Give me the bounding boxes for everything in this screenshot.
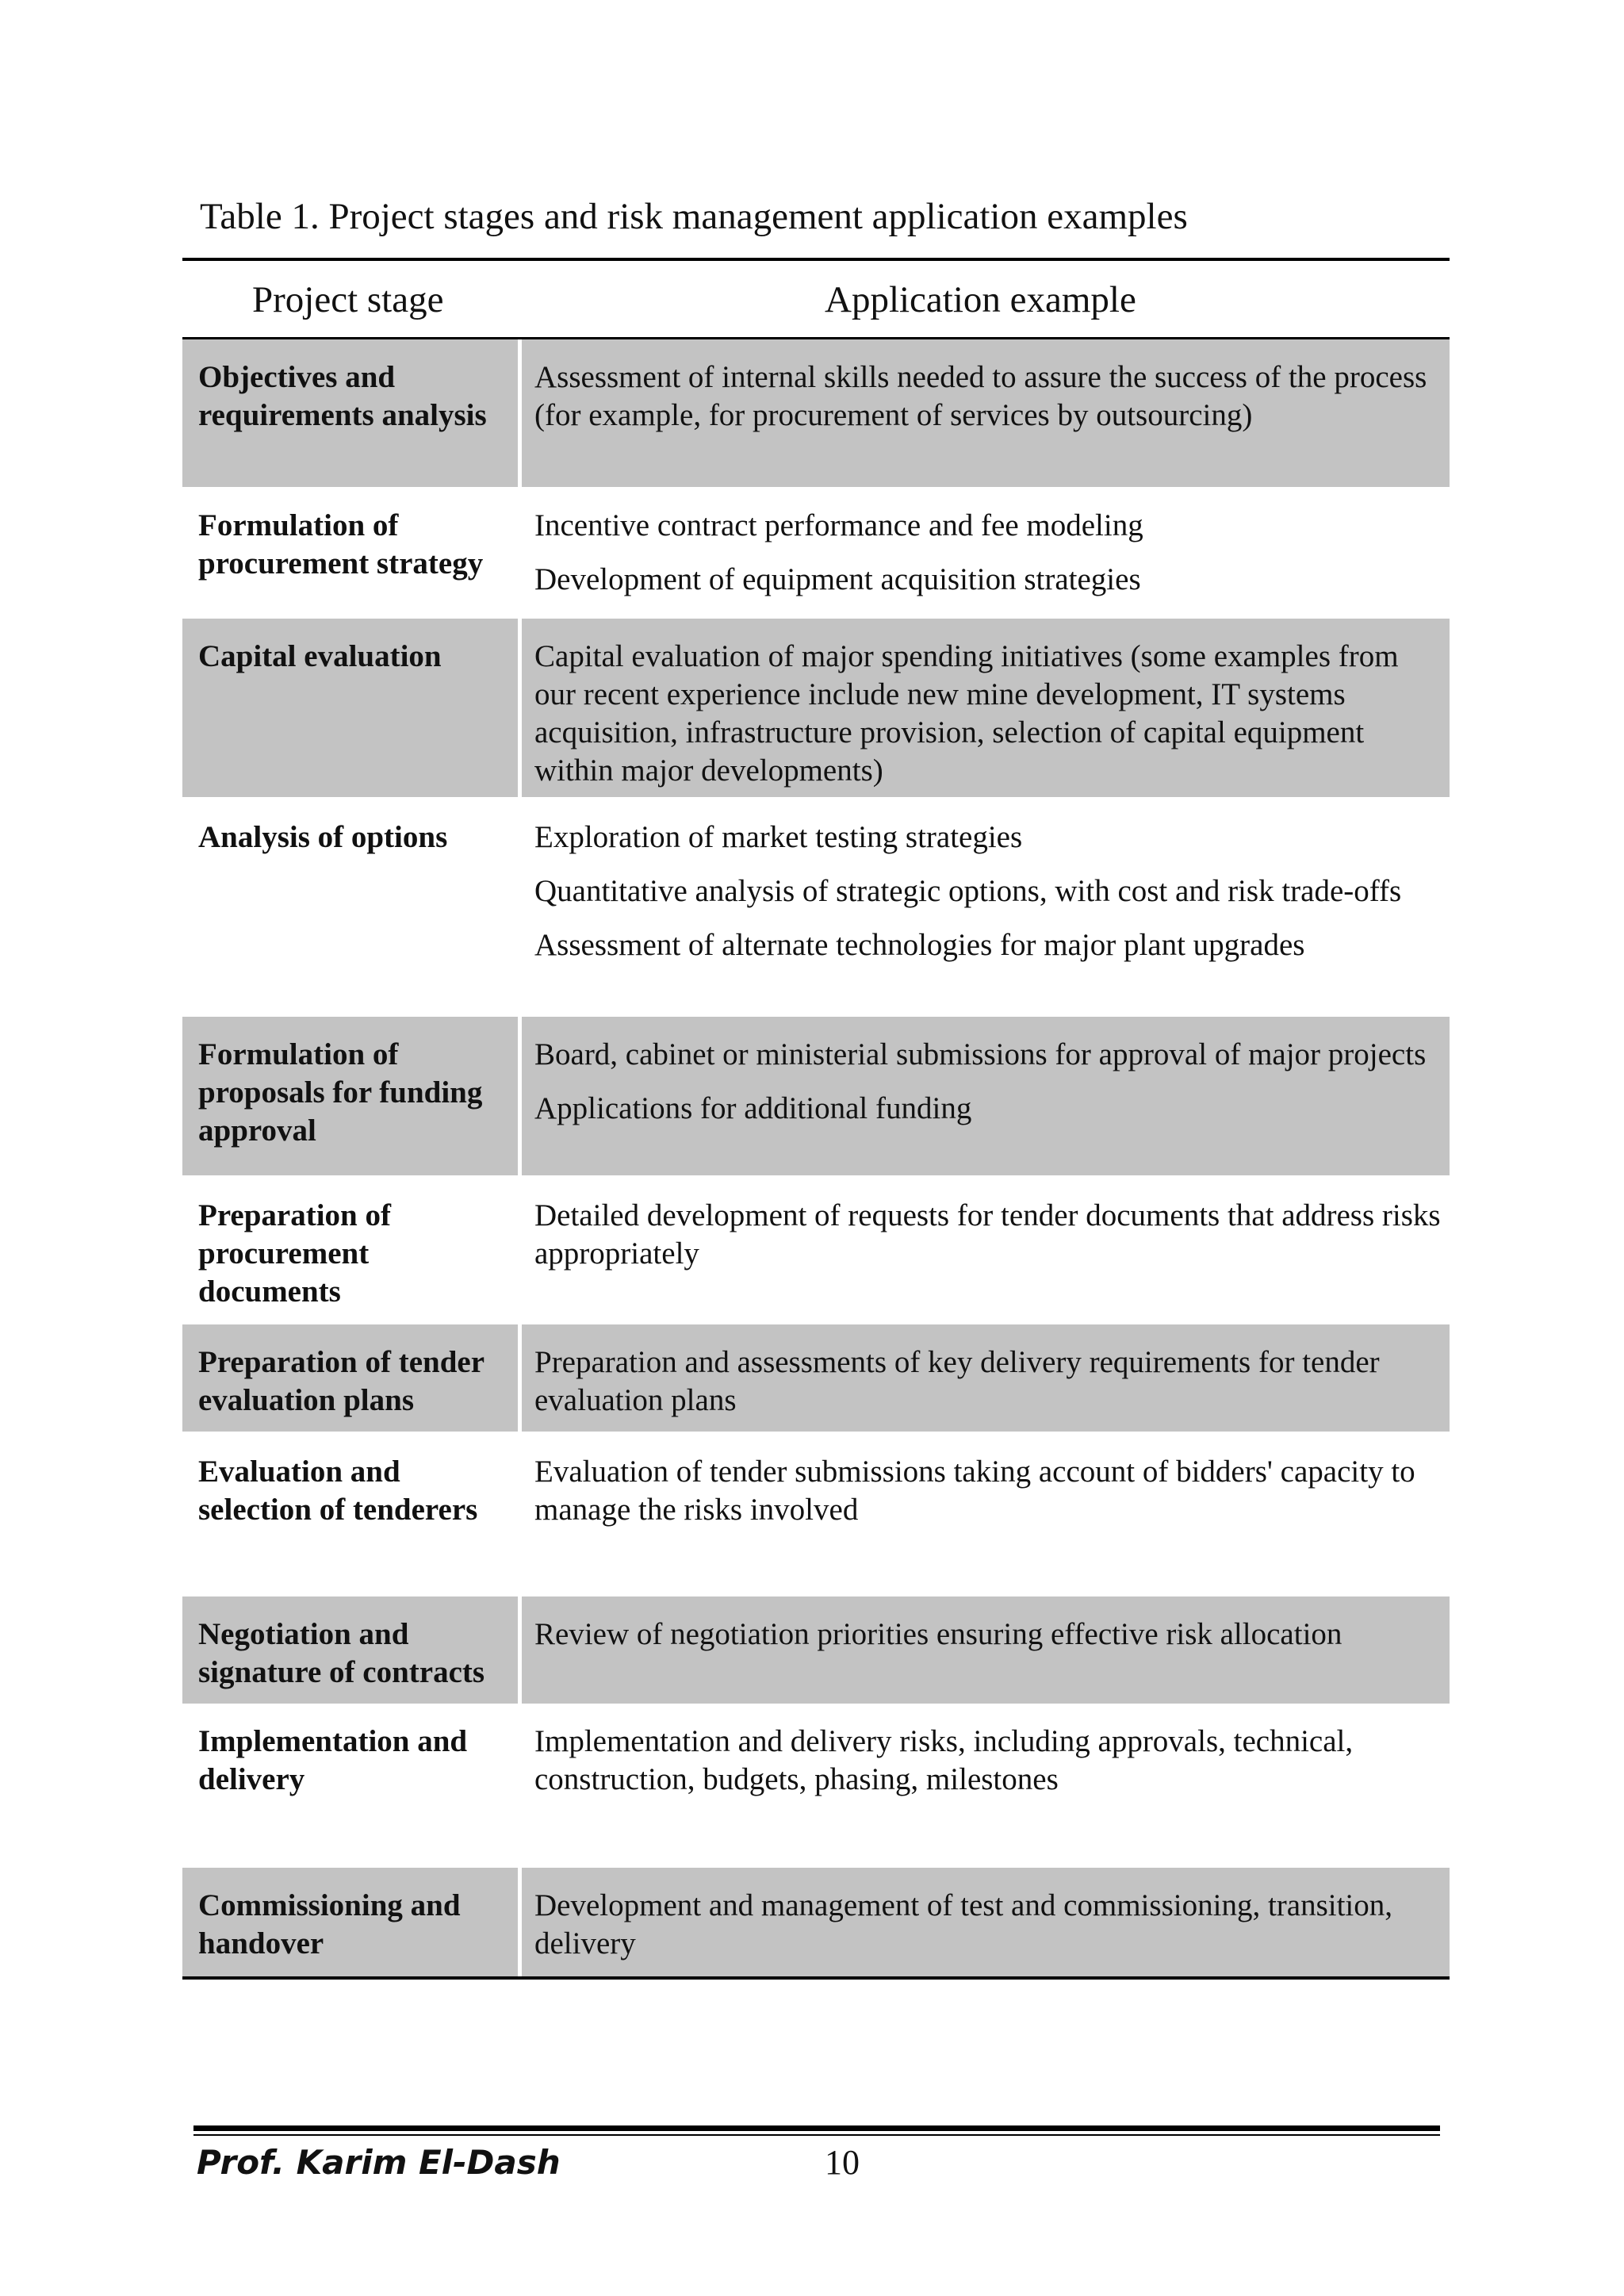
table-row xyxy=(182,339,1450,487)
application-example: Incentive contract performance and fee modeling xyxy=(534,508,1143,542)
application-example: Detailed development of requests for tender documents that address risks appropriately xyxy=(534,1198,1441,1271)
table-bottom-rule xyxy=(182,1976,1450,1980)
application-example: Exploration of market testing strategies xyxy=(534,820,1023,854)
stage-cell: Objectives and requirements analysis xyxy=(198,360,487,432)
stage-cell: Formulation of proposals for funding approval xyxy=(198,1037,483,1148)
stage-cell: Implementation and delivery xyxy=(198,1724,468,1796)
application-cell xyxy=(534,1887,1446,1979)
stage-cell: Negotiation and signature of contracts xyxy=(198,1617,485,1689)
application-example: Development of equipment acquisition strategies xyxy=(534,562,1141,596)
column-header-stage: Project stage xyxy=(252,279,444,320)
footer-rule-thick xyxy=(193,2125,1440,2131)
stage-cell: Evaluation and selection of tenderers xyxy=(198,1455,478,1527)
application-example: Board, cabinet or ministerial submissions for approval of major projects xyxy=(534,1037,1427,1071)
application-cell xyxy=(534,507,1446,615)
application-example: Capital evaluation of major spending initiatives (some examples from our recent experience include new mine development, IT systems acquisition, infrastructure provision, selection of capital equipment within major developments) xyxy=(534,639,1399,788)
application-cell xyxy=(534,1343,1446,1435)
application-cell xyxy=(534,818,1446,980)
stage-cell: Commissioning and handover xyxy=(198,1888,461,1961)
table-row xyxy=(182,1017,1450,1175)
application-cell xyxy=(534,1723,1446,1815)
table-row xyxy=(182,1324,1450,1432)
table-row xyxy=(182,1596,1450,1704)
application-example: Review of negotiation priorities ensuring effective risk allocation xyxy=(534,1617,1342,1651)
footer-rule-thin xyxy=(193,2134,1440,2136)
application-example: Applications for additional funding xyxy=(534,1091,972,1125)
table-top-rule xyxy=(182,258,1450,261)
application-example: Assessment of alternate technologies for major plant upgrades xyxy=(534,928,1305,962)
application-cell xyxy=(534,638,1446,806)
stage-cell: Preparation of procurement documents xyxy=(198,1198,391,1309)
application-cell xyxy=(534,1453,1446,1545)
table-row xyxy=(182,1868,1450,1976)
table-row xyxy=(182,619,1450,797)
table-row xyxy=(182,1704,1450,1862)
column-header-application: Application example xyxy=(825,279,1136,320)
application-example: Preparation and assessments of key delivery requirements for tender evaluation plans xyxy=(534,1345,1380,1417)
application-example: Implementation and delivery risks, including approvals, technical, construction, budgets, phasing, milestones xyxy=(534,1724,1354,1796)
application-example: Quantitative analysis of strategic options, with cost and risk trade-offs xyxy=(534,874,1402,908)
table-row xyxy=(182,1434,1450,1593)
application-cell xyxy=(534,1036,1446,1144)
table-caption: Table 1. Project stages and risk management application examples xyxy=(200,196,1188,237)
application-cell xyxy=(534,358,1446,450)
stage-cell: Preparation of tender evaluation plans xyxy=(198,1345,485,1417)
application-cell xyxy=(534,1616,1446,1669)
application-cell xyxy=(534,1197,1446,1289)
table-row xyxy=(182,1178,1450,1320)
stage-cell: Capital evaluation xyxy=(198,639,442,673)
table-row xyxy=(182,488,1450,615)
stage-cell: Formulation of procurement strategy xyxy=(198,508,484,581)
application-example: Evaluation of tender submissions taking account of bidders' capacity to manage the risks involved xyxy=(534,1455,1415,1527)
page-number: 10 xyxy=(825,2143,860,2182)
stage-cell: Analysis of options xyxy=(198,820,448,854)
application-example: Development and management of test and commissioning, transition, delivery xyxy=(534,1888,1393,1961)
table-row xyxy=(182,799,1450,1014)
footer-author: Prof. Karim El-Dash xyxy=(197,2143,561,2182)
application-example: Assessment of internal skills needed to assure the success of the process (for example, for procurement of services by outsourcing) xyxy=(534,360,1427,432)
